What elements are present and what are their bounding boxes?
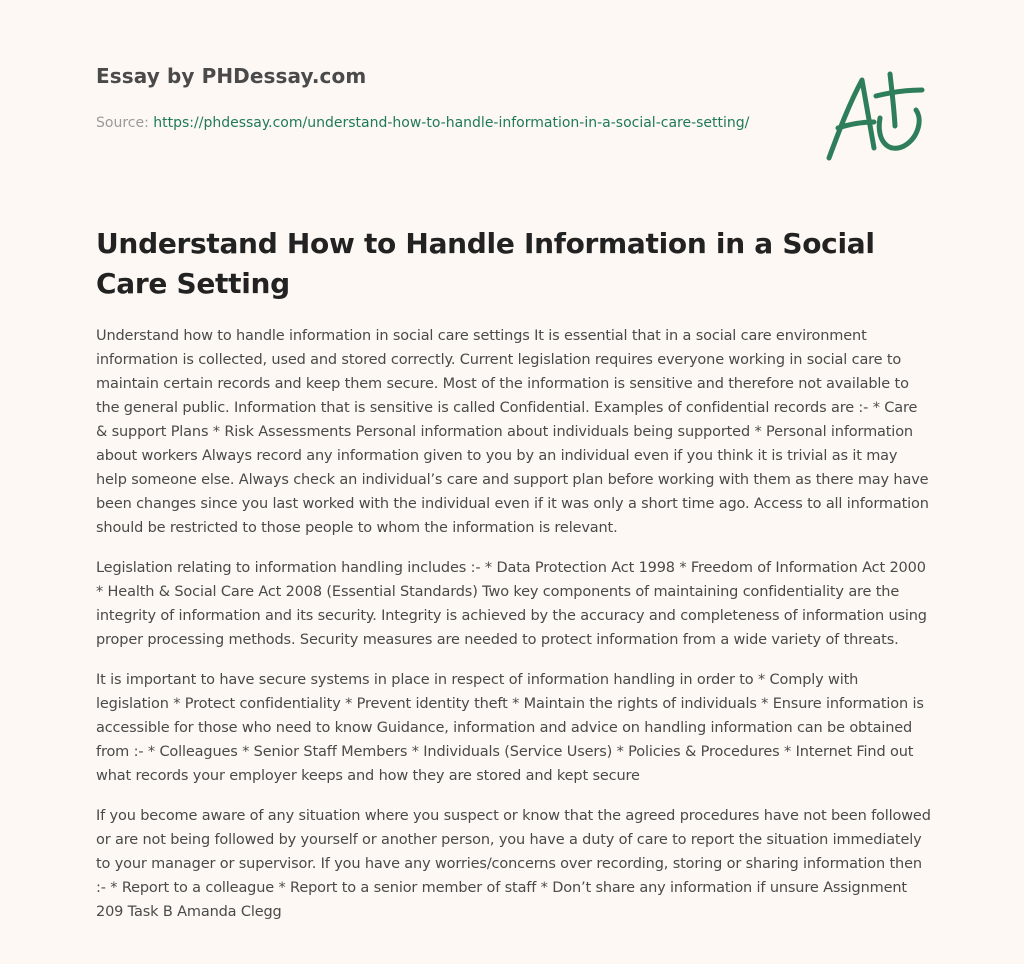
a-plus-grade-icon <box>822 68 928 164</box>
essay-paragraph: If you become aware of any situation where you suspect or know that the agreed procedures have not been followed or are not being followed by yourself or another person, you have a duty of care to report the situation immediately to your manager or supervisor. If you have any worries/concerns over recording, storing or sharing information then :- * Report to a colleague * Report to a senior member of staff * Don’t share any information if unsure Assignment 209 Task B Amanda Clegg <box>96 808 931 920</box>
essay-paragraph: Understand how to handle information in social care settings It is essential that in a social care environment information is collected, used and stored correctly. Current legislation requires everyone working in social care to maintain certain records and keep them secure. Most of the information is sensitive and therefore not available to the general public. Information that is sensitive is called Confidential. Examples of confidential records are :- * Care & support Plans * Risk Assessments Personal information about individuals being supported * Personal information about workers Always record any information given to you by an individual even if you think it is trivial as it may help someone else. Always check an individual’s care and support plan before working with them as there may have been changes since you last worked with the individual even if it was only a short time ago. Access to all information should be restricted to those people to whom the information is relevant. <box>96 328 929 536</box>
brand-title: Essay by PHDessay.com <box>96 64 367 88</box>
source-link[interactable]: https://phdessay.com/understand-how-to-handle-information-in-a-social-care-setting/ <box>153 115 750 131</box>
source-label: Source: <box>96 115 154 131</box>
essay-title: Understand How to Handle Information in a Social Care Setting <box>96 227 875 300</box>
essay-paragraph: Legislation relating to information handling includes :- * Data Protection Act 1998 * Freedom of Information Act 2000 * Health & Social Care Act 2008 (Essential Standards) Two key components of maintaining confidentiality are the integrity of information and its security. Integrity is achieved by the accuracy and completeness of information using proper processing methods. Security measures are needed to protect information from a wide variety of threats. <box>96 560 927 648</box>
source-line <box>96 111 776 135</box>
essay-paragraph: It is important to have secure systems in place in respect of information handling in order to * Comply with legislation * Protect confidentiality * Prevent identity theft * Maintain the rights of individuals * Ensure information is accessible for those who need to know Guidance, information and advice on handling information can be obtained from :- * Colleagues * Senior Staff Members * Individuals (Service Users) * Policies & Procedures * Internet Find out what records your employer keeps and how they are stored and kept secure <box>96 672 924 784</box>
essay-body <box>96 324 932 940</box>
